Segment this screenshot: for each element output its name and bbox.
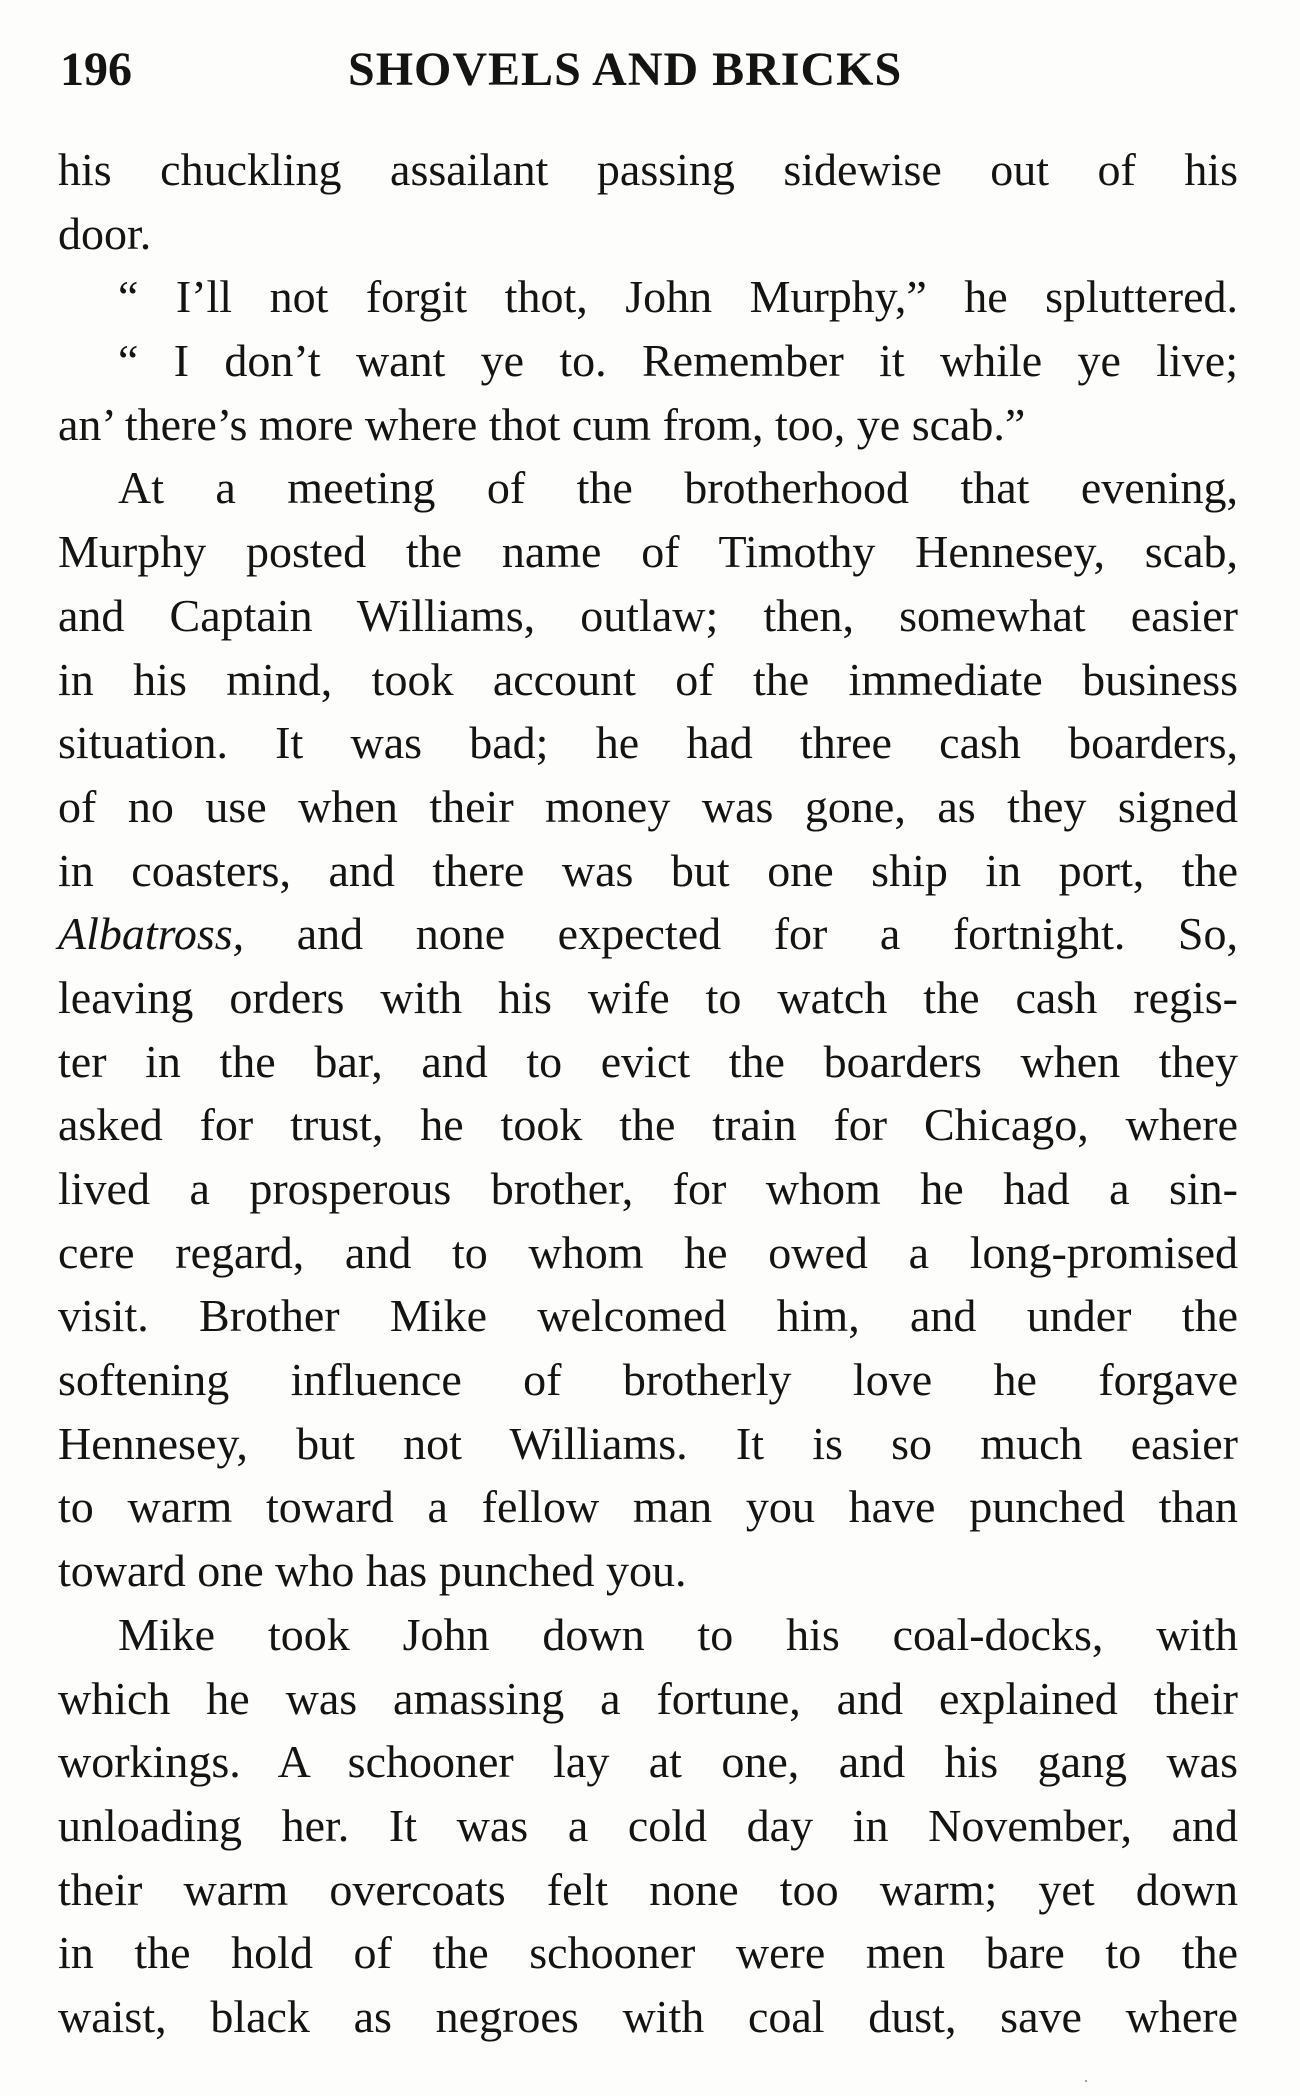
- text-line: ter in the bar, and to evict the boarders when they: [58, 1035, 1238, 1087]
- text-line: toward one who has punched you.: [58, 1545, 687, 1597]
- text-line: unloading her. It was a cold day in November, and: [58, 1799, 1238, 1851]
- text-line: to warm toward a fellow man you have punched than: [58, 1481, 1238, 1533]
- text-line: door.: [58, 207, 152, 259]
- text-line: and Captain Williams, outlaw; then, somewhat easier: [58, 589, 1238, 641]
- text-line: of no use when their money was gone, as they signed: [58, 780, 1238, 832]
- text-line: [58, 902, 1238, 966]
- text-line: lived a prosperous brother, for whom he had a sin-: [58, 1163, 1238, 1214]
- text-line: their warm overcoats felt none too warm; yet down: [58, 1863, 1238, 1915]
- text-line: which he was amassing a fortune, and explained their: [58, 1672, 1238, 1724]
- text-line: waist, black as negroes with coal dust, save where: [58, 1990, 1238, 2042]
- text-line: an’ there’s more where thot cum from, too, ye scab.”: [58, 398, 1026, 450]
- text-line: softening influence of brotherly love he forgave: [58, 1354, 1238, 1406]
- text-line: At a meeting of the brotherhood that evening,: [118, 462, 1238, 514]
- text-line: Murphy posted the name of Timothy Hennesey, scab,: [58, 526, 1238, 578]
- text-line: in his mind, took account of the immediate business: [58, 653, 1238, 705]
- text-line: asked for trust, he took the train for Chicago, where: [58, 1099, 1238, 1151]
- text-line-rest: and none expected for a fortnight. So,: [244, 908, 1238, 960]
- ship-name-italic: Albatross,: [58, 908, 245, 960]
- text-line: workings. A schooner lay at one, and his gang was: [58, 1736, 1238, 1788]
- scan-speck: [1085, 2080, 1087, 2082]
- text-line: Hennesey, but not Williams. It is so much easier: [58, 1417, 1238, 1469]
- text-line: cere regard, and to whom he owed a long-promised: [58, 1226, 1238, 1278]
- page-header: [60, 40, 1240, 100]
- text-line: situation. It was bad; he had three cash boarders,: [58, 717, 1238, 769]
- text-line: in coasters, and there was but one ship in port, the: [58, 844, 1238, 896]
- body-text: [58, 138, 1238, 2049]
- page-number: 196: [60, 43, 132, 96]
- text-line: in the hold of the schooner were men bare to the: [58, 1927, 1238, 1979]
- text-line: leaving orders with his wife to watch the cash regis-: [58, 971, 1238, 1023]
- text-line: “ I don’t want ye to. Remember it while ye live;: [118, 335, 1238, 387]
- text-line: Mike took John down to his coal-docks, with: [118, 1608, 1238, 1660]
- running-head-title: SHOVELS AND BRICKS: [348, 43, 903, 96]
- text-line: his chuckling assailant passing sidewise out of his: [58, 144, 1238, 195]
- text-line: visit. Brother Mike welcomed him, and under the: [58, 1290, 1238, 1342]
- text-line: “ I’ll not forgit thot, John Murphy,” he spluttered.: [118, 271, 1238, 323]
